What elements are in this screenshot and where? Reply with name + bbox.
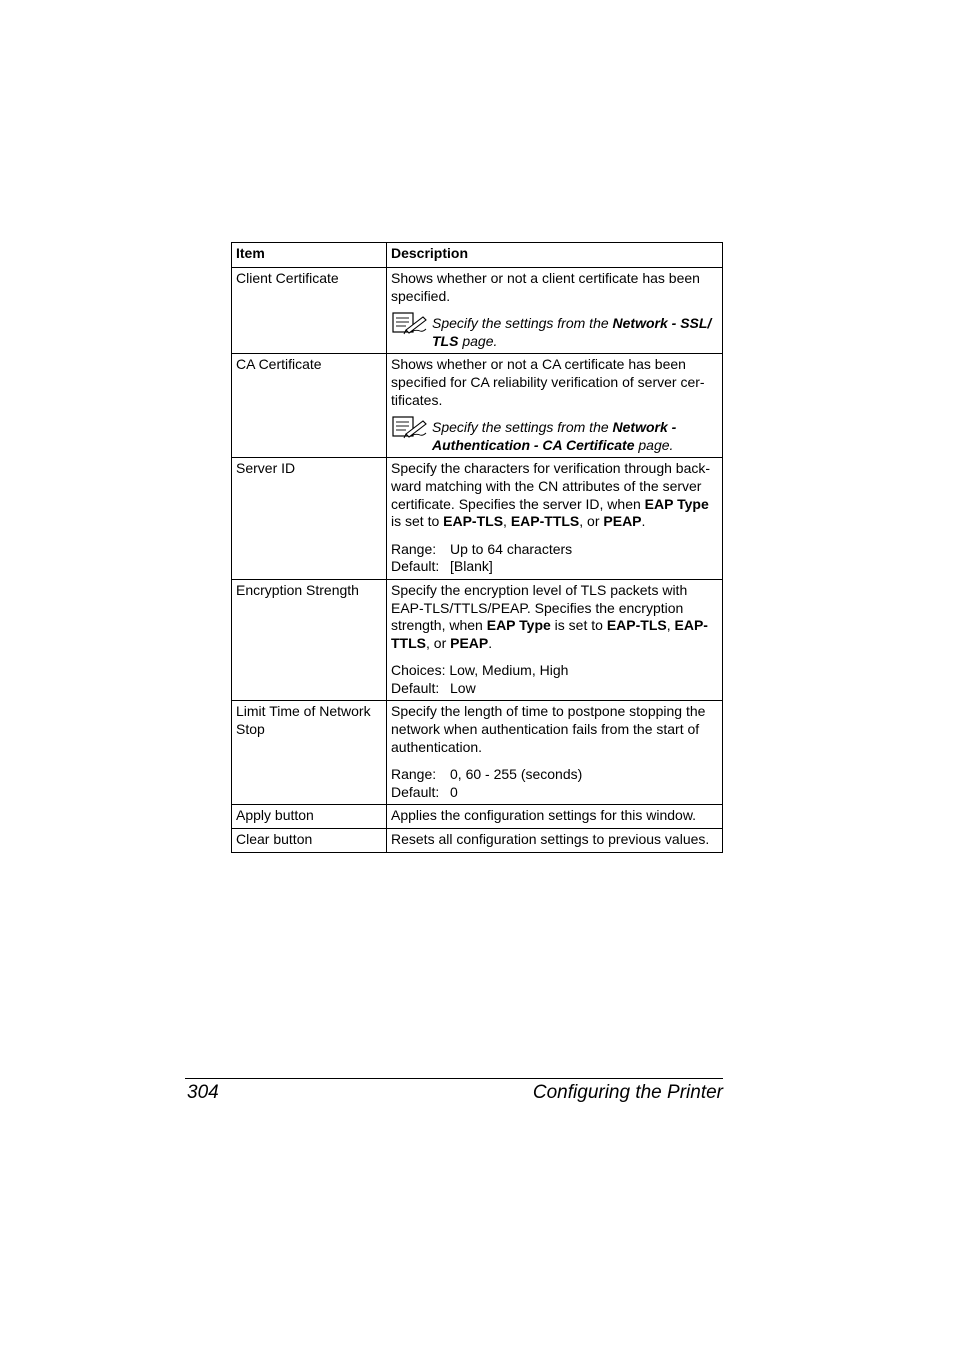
chapter-title: Configuring the Printer bbox=[532, 1082, 723, 1103]
default-line bbox=[391, 558, 718, 576]
desc-bold: EAP Type bbox=[644, 495, 709, 512]
description-text bbox=[391, 460, 718, 530]
row-item-client-certificate: Client Certificate bbox=[232, 268, 387, 354]
desc-part: , or bbox=[579, 513, 604, 530]
row-description bbox=[387, 458, 723, 580]
default-label: Default: bbox=[391, 679, 440, 696]
table-header-row bbox=[232, 243, 723, 268]
desc-bold: PEAP bbox=[450, 634, 489, 651]
desc-bold: EAP-TTLS bbox=[510, 513, 580, 530]
row-description bbox=[387, 701, 723, 805]
note bbox=[391, 315, 718, 350]
row-item-clear-button: Clear button bbox=[232, 829, 387, 853]
default-label: Default: bbox=[391, 558, 440, 575]
table-row bbox=[232, 268, 723, 354]
row-description bbox=[387, 354, 723, 458]
desc-part: Specify the characters for verification through back- ward matching with the CN attributes of the server certificate. Specifies the server ID, when bbox=[391, 460, 711, 512]
desc-part: . bbox=[488, 634, 493, 651]
note bbox=[391, 419, 718, 454]
row-description bbox=[387, 268, 723, 354]
row-description: Resets all configuration settings to previous values. bbox=[387, 829, 723, 853]
note-emphasis: Network - SSL/ TLS bbox=[432, 315, 712, 349]
default-value: 0 bbox=[450, 783, 458, 800]
desc-part: Specify the encryption level of TLS packets with EAP-TLS/TTLS/PEAP. Specifies the encryption strength, when bbox=[391, 581, 688, 634]
column-header-item: Item bbox=[232, 243, 387, 268]
desc-bold: PEAP bbox=[603, 513, 642, 530]
range-value: 0, 60 - 255 (seconds) bbox=[450, 766, 583, 783]
description-text: Shows whether or not a CA certificate has been specified for CA reliability verification of server cer- tificates. bbox=[391, 356, 705, 408]
settings-table bbox=[231, 242, 723, 853]
table-row bbox=[232, 458, 723, 580]
note-text-end: page. bbox=[458, 332, 498, 349]
desc-part: , bbox=[503, 513, 511, 530]
desc-part: , or bbox=[426, 634, 451, 651]
row-item-apply-button: Apply button bbox=[232, 805, 387, 829]
table-row bbox=[232, 701, 723, 805]
row-description: Applies the configuration settings for this window. bbox=[387, 805, 723, 829]
desc-bold: EAP-TLS bbox=[443, 513, 504, 530]
table-row bbox=[232, 805, 723, 829]
row-item-encryption-strength: Encryption Strength bbox=[232, 579, 387, 701]
default-value: [Blank] bbox=[450, 558, 493, 575]
default-line bbox=[391, 784, 718, 802]
note-pencil-icon bbox=[392, 311, 428, 335]
row-description bbox=[387, 579, 723, 701]
default-value: Low bbox=[450, 679, 476, 696]
description-text bbox=[391, 582, 718, 652]
note-text: Specify the settings from the bbox=[432, 419, 613, 436]
desc-part: is set to bbox=[391, 513, 444, 530]
range-label: Range: bbox=[391, 766, 437, 783]
row-item-ca-certificate: CA Certificate bbox=[232, 354, 387, 458]
row-item-server-id: Server ID bbox=[232, 458, 387, 580]
desc-part: . bbox=[641, 513, 646, 530]
desc-part: , bbox=[666, 617, 675, 634]
note-text-end: page. bbox=[634, 436, 674, 453]
desc-bold: EAP-TTLS bbox=[391, 617, 708, 651]
desc-bold: EAP-TLS bbox=[606, 617, 667, 634]
range-line bbox=[391, 766, 718, 784]
table-row bbox=[232, 579, 723, 701]
note-text: Specify the settings from the bbox=[432, 315, 613, 332]
default-line bbox=[391, 680, 718, 698]
desc-bold: EAP Type bbox=[486, 617, 551, 634]
page-number: 304 bbox=[187, 1082, 219, 1103]
description-text: Shows whether or not a client certificate has been specified. bbox=[391, 270, 700, 304]
note-emphasis: Network - Authentication - CA Certificate bbox=[432, 419, 677, 453]
description-text: Specify the length of time to postpone stopping the network when authentication fails from the start of authentication. bbox=[391, 703, 706, 755]
range-line bbox=[391, 541, 718, 559]
default-label: Default: bbox=[391, 783, 440, 800]
footer-divider bbox=[185, 1078, 723, 1079]
range-label: Range: bbox=[391, 540, 437, 557]
column-header-description: Description bbox=[387, 243, 723, 268]
row-item-limit-time: Limit Time of Network Stop bbox=[232, 701, 387, 805]
desc-part: is set to bbox=[550, 617, 607, 634]
note-pencil-icon bbox=[392, 415, 428, 439]
choices-line: Choices: Low, Medium, High bbox=[391, 662, 569, 679]
table-row bbox=[232, 354, 723, 458]
range-value: Up to 64 characters bbox=[450, 540, 573, 557]
table-row bbox=[232, 829, 723, 853]
